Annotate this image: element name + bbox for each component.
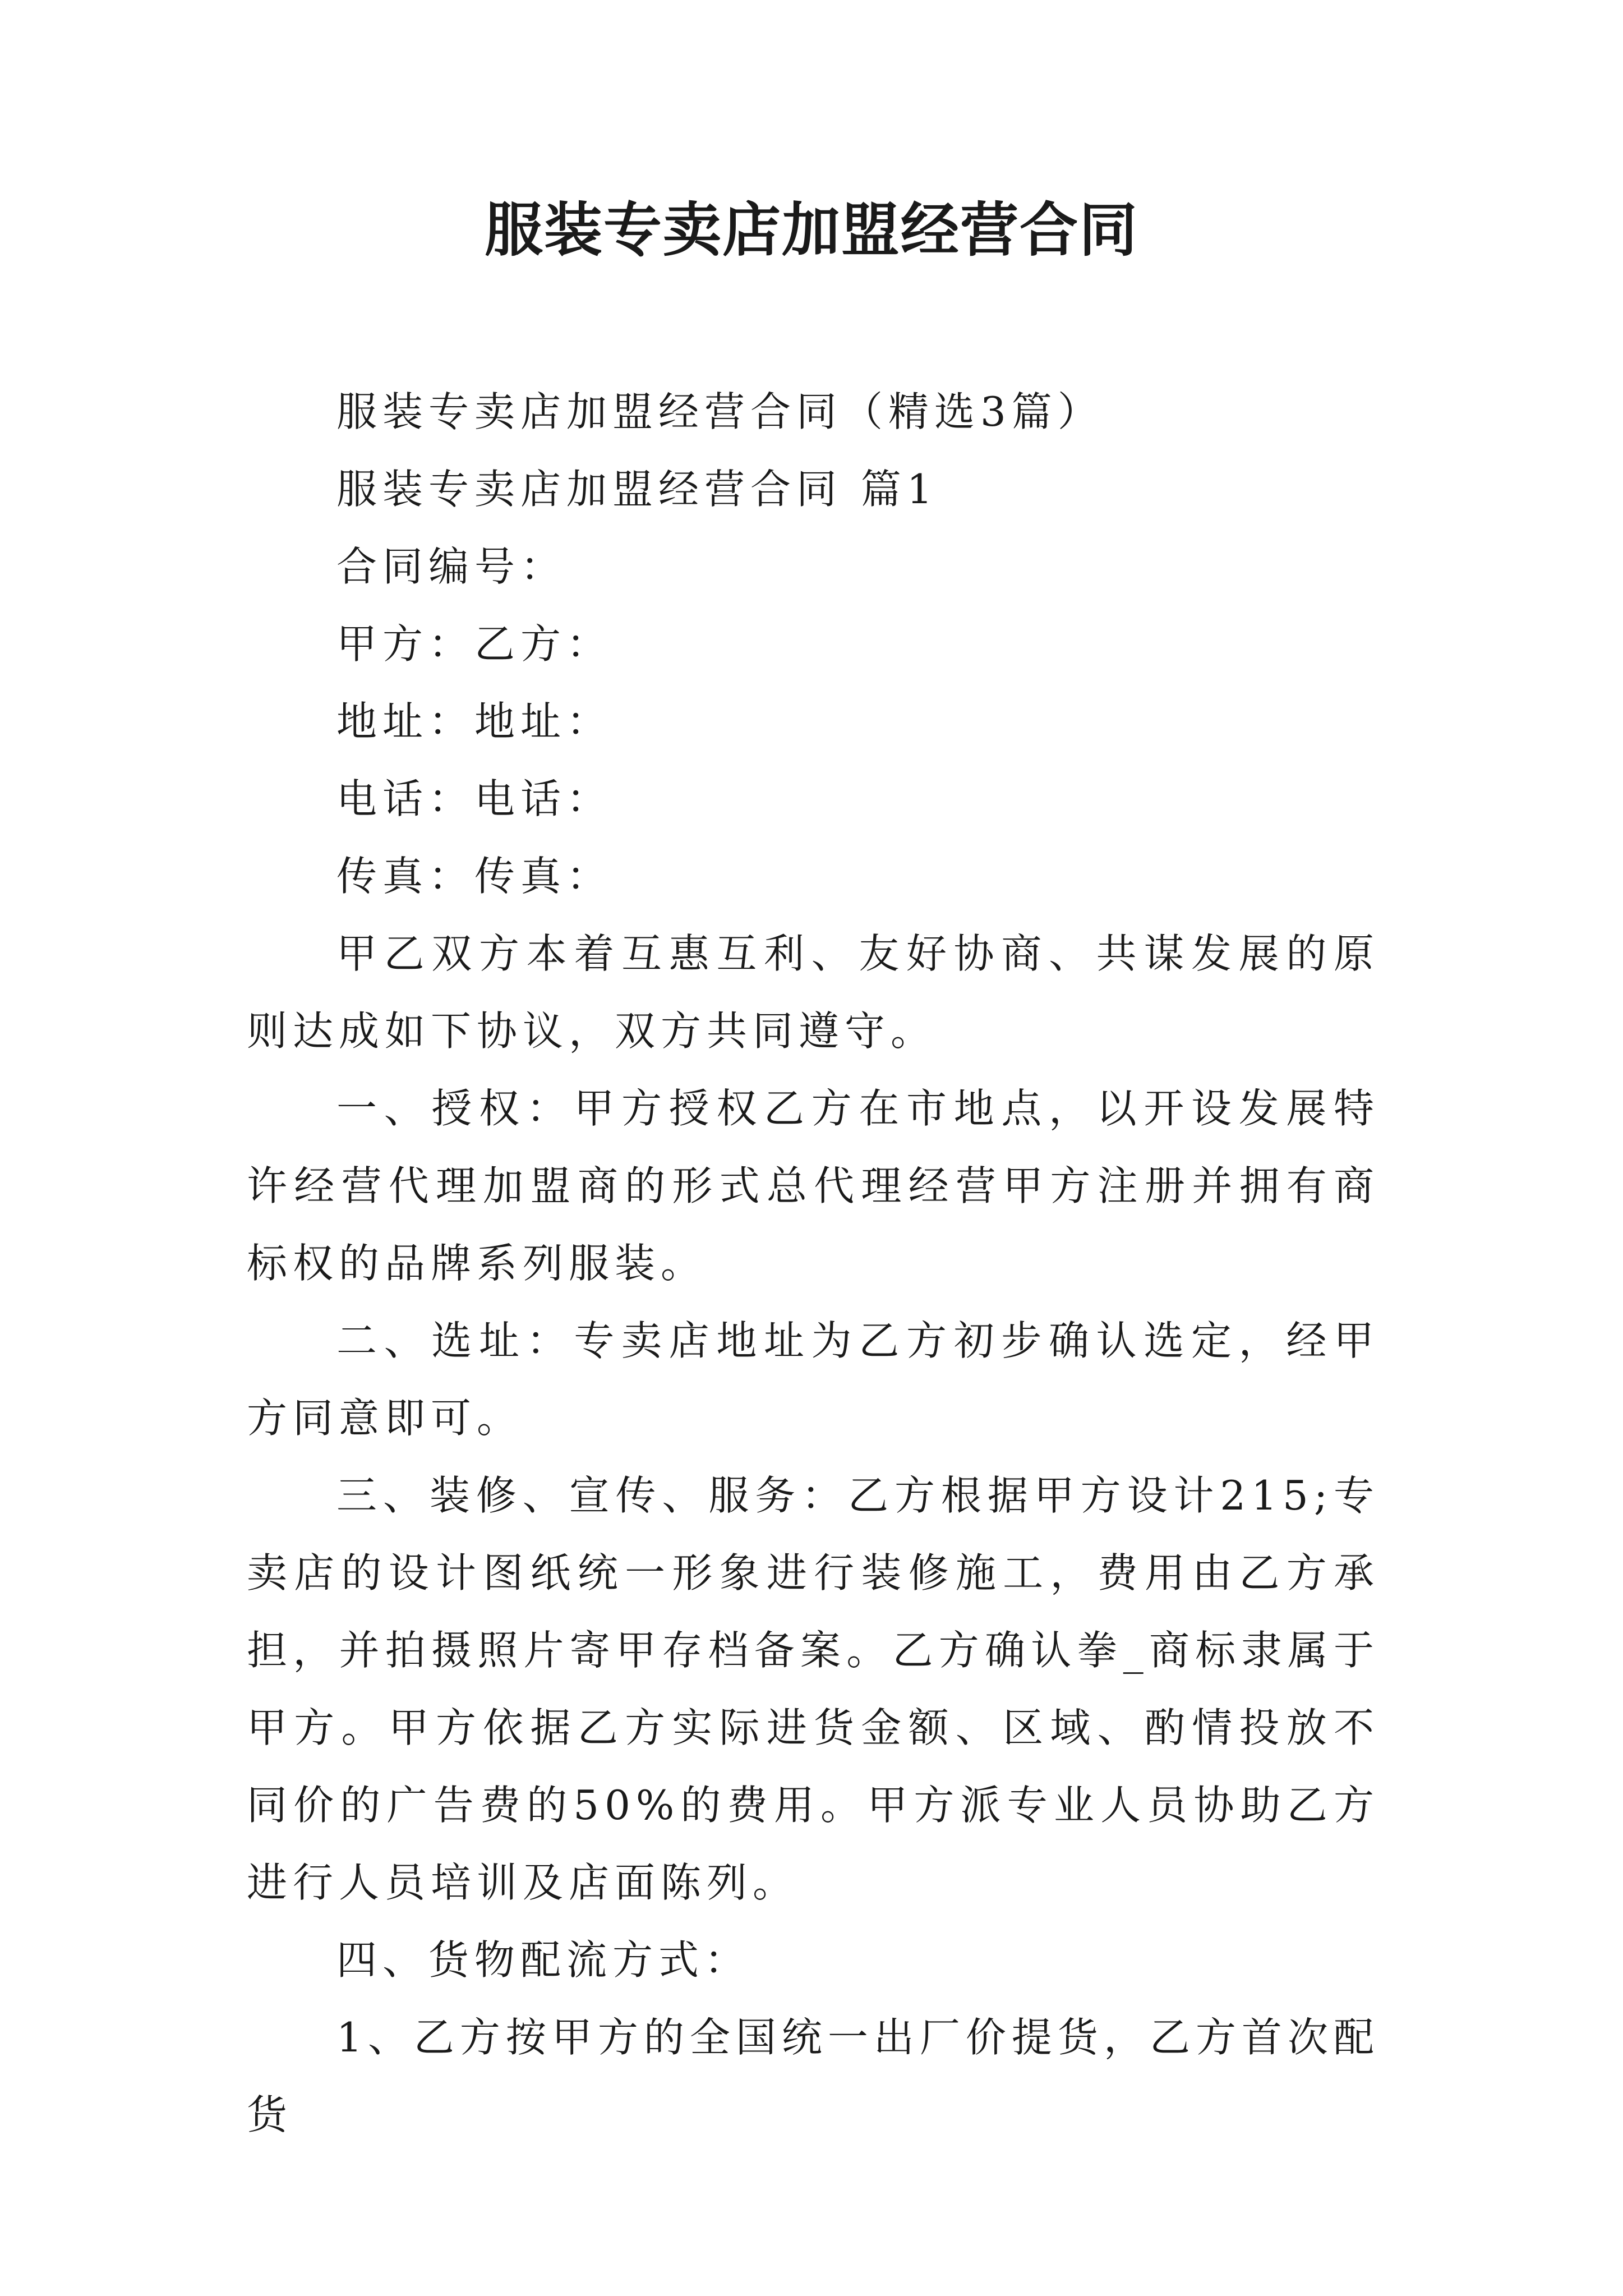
paragraph-fax: 传真：传真：	[336, 853, 613, 900]
paragraph-address: 地址：地址：	[336, 698, 613, 745]
paragraph-clause-3: 三、装修、宣传、服务：乙方根据甲方设计215;专卖店的设计图纸统一形象进行装修施工，费用由乙方承担，并拍摄照片寄甲存档备案。乙方确认拳_商标隶属于甲方。甲方依据乙方实际进货金额、区域、酌情投放不同价的广告费的50%的费用。甲方派专业人员协助乙方进行人员培训及店面陈列。	[247, 1472, 1380, 1906]
document-body	[247, 373, 1380, 2154]
paragraph-clause-2: 二、选址：专卖店地址为乙方初步确认选定，经甲方同意即可。	[247, 1317, 1380, 1442]
document-title: 服装专卖店加盟经营合同	[484, 195, 1138, 264]
paragraph-contract-number: 合同编号：	[336, 543, 567, 590]
paragraph-clause-4: 四、货物配流方式：	[336, 1936, 751, 1984]
paragraph-part-heading: 服装专卖店加盟经营合同 篇1	[336, 466, 938, 513]
paragraph-clause-4-item-1: 1、乙方按甲方的全国统一出厂价提货，乙方首次配货	[247, 2014, 1380, 2138]
paragraph-preamble: 甲乙双方本着互惠互利、友好协商、共谋发展的原则达成如下协议，双方共同遵守。	[247, 930, 1380, 1055]
paragraph-subtitle: 服装专卖店加盟经营合同（精选3篇）	[336, 388, 1104, 435]
paragraph-parties: 甲方：乙方：	[336, 620, 613, 668]
paragraph-phone: 电话：电话：	[336, 775, 613, 822]
paragraph-clause-1: 一、授权：甲方授权乙方在市地点，以开设发展特许经营代理加盟商的形式总代理经营甲方注册并拥有商标权的品牌系列服装。	[247, 1085, 1380, 1287]
